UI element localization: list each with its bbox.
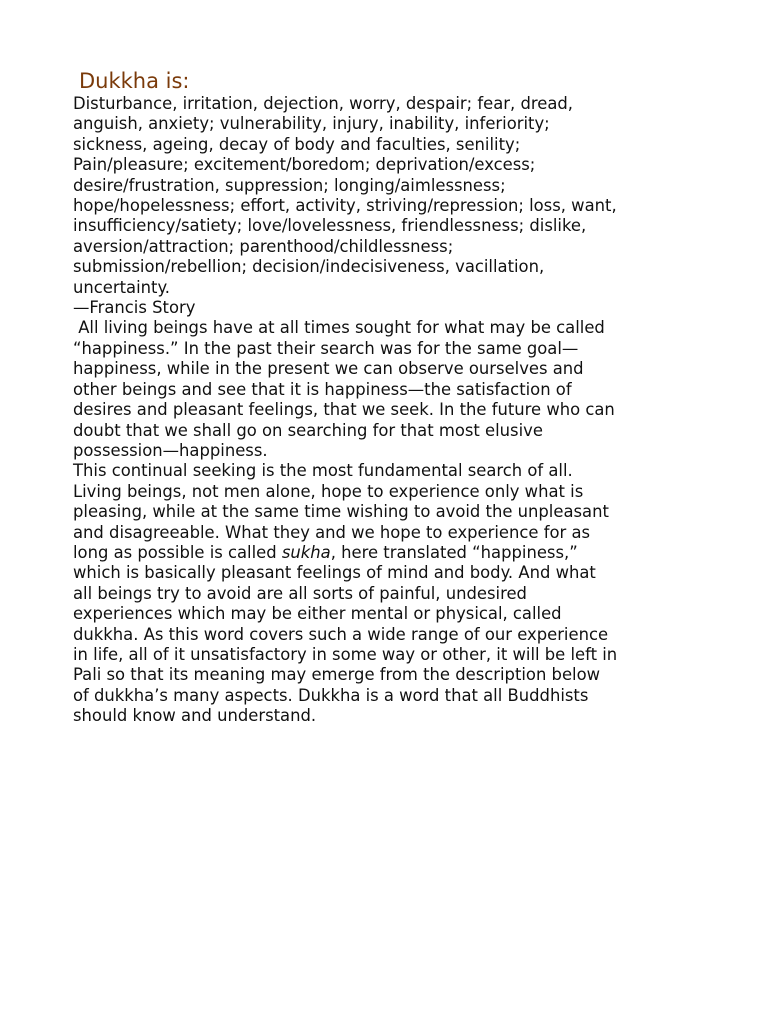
text-line [73, 257, 753, 277]
text-run: Living beings, not men alone, hope to experience only what is [73, 481, 584, 501]
text-run: Pain/pleasure; excitement/boredom; deprivation/excess; [73, 155, 536, 175]
text-run: other beings and see that it is happiness—the satisfaction of [73, 379, 572, 399]
text-run: Disturbance, irritation, dejection, worry, despair; fear, dread, [73, 94, 573, 113]
text-line [73, 665, 753, 685]
text-run: submission/rebellion; decision/indecisiveness, vacillation, [73, 257, 545, 277]
text-run: all beings try to avoid are all sorts of painful, undesired [73, 583, 527, 603]
text-line [73, 237, 753, 257]
text-line [73, 114, 753, 134]
text-run: happiness, while in the present we can observe ourselves and [73, 359, 584, 379]
text-run: sickness, ageing, decay of body and faculties, senility; [73, 134, 521, 154]
text-run: This continual seeking is the most fundamental search of all. [73, 461, 573, 481]
italic-term: sukha [281, 542, 331, 562]
text-line [73, 706, 753, 726]
text-run: insufficiency/satiety; love/lovelessness, friendlessness; dislike, [73, 216, 587, 236]
text-line [73, 523, 753, 543]
text-run: Pali so that its meaning may emerge from the description below [73, 665, 601, 685]
text-line [73, 216, 753, 236]
text-line [73, 584, 753, 604]
text-line [73, 135, 753, 155]
text-line [73, 604, 753, 624]
text-line [73, 400, 753, 420]
text-run: in life, all of it unsatisfactory in some way or other, it will be left in [73, 644, 618, 664]
text-line [73, 625, 753, 645]
document-body [73, 94, 753, 727]
text-run: desire/frustration, suppression; longing/aimlessness; [73, 175, 506, 195]
text-run: aversion/attraction; parenthood/childlessness; [73, 236, 454, 256]
text-run: hope/hopelessness; effort, activity, striving/repression; loss, want, [73, 196, 617, 216]
text-run: possession—happiness. [73, 440, 268, 460]
text-run: long as possible is called [73, 542, 282, 562]
text-line [73, 339, 753, 359]
text-line [73, 278, 753, 298]
text-line [73, 298, 753, 318]
text-line [73, 421, 753, 441]
text-run: All living beings have at all times sought for what may be called [73, 318, 605, 338]
text-line [73, 318, 753, 338]
text-line [73, 176, 753, 196]
text-run: experiences which may be either mental or physical, called [73, 604, 562, 624]
text-line [73, 686, 753, 706]
text-line [73, 196, 753, 216]
text-run: , here translated “happiness,” [330, 542, 578, 562]
text-line [73, 645, 753, 665]
text-run: dukkha. As this word covers such a wide range of our experience [73, 624, 609, 644]
text-run: which is basically pleasant feelings of mind and body. And what [73, 563, 596, 583]
text-run: doubt that we shall go on searching for that most elusive [73, 420, 543, 440]
text-line [73, 461, 753, 481]
text-run: “happiness.” In the past their search was for the same goal— [73, 338, 579, 358]
text-run: of dukkha’s many aspects. Dukkha is a word that all Buddhists [73, 685, 589, 705]
text-run: anguish, anxiety; vulnerability, injury, inability, inferiority; [73, 114, 550, 134]
text-line [73, 380, 753, 400]
text-line [73, 502, 753, 522]
text-run: should know and understand. [73, 706, 317, 726]
text-line [73, 155, 753, 175]
text-line [73, 359, 753, 379]
document-heading: Dukkha is: [79, 69, 190, 93]
text-line [73, 543, 753, 563]
text-line [73, 441, 753, 461]
text-run: and disagreeable. What they and we hope to experience for as [73, 522, 591, 542]
text-line [73, 94, 753, 114]
text-run: —Francis Story [73, 298, 196, 318]
text-line [73, 563, 753, 583]
text-line [73, 482, 753, 502]
text-run: desires and pleasant feelings, that we seek. In the future who can [73, 400, 615, 420]
text-run: pleasing, while at the same time wishing to avoid the unpleasant [73, 502, 609, 522]
text-run: uncertainty. [73, 277, 171, 297]
